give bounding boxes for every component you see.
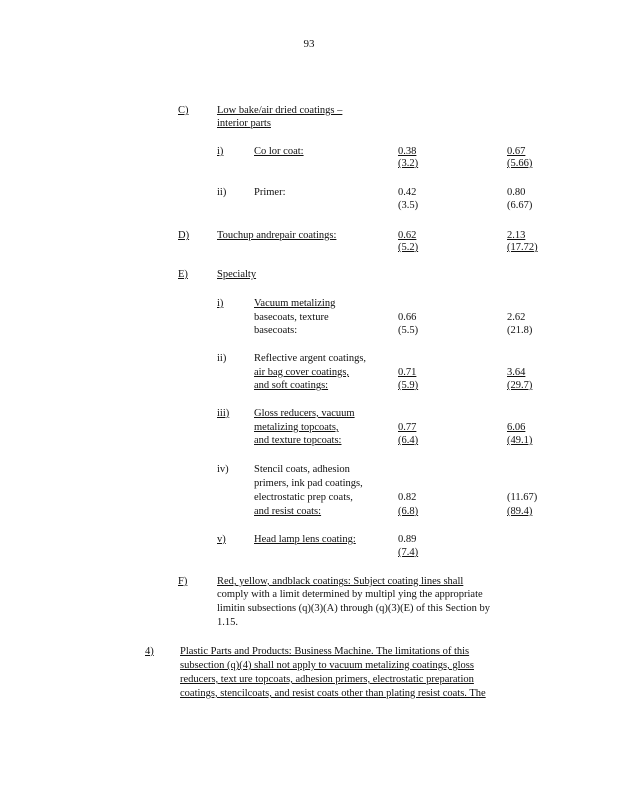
item-e-v-value-1-metric: (7.4) <box>398 547 419 558</box>
item-e-iv-line-1: Stencil coats, adhesion <box>254 464 350 475</box>
item-e-ii-line-3: and soft coatings: <box>254 380 329 391</box>
item-e-v-value-1: 0.89 <box>398 534 417 545</box>
section-e-title: Specialty <box>217 269 257 280</box>
section-c-title-line-1: Low bake/air dried coatings – <box>217 105 343 116</box>
item-e-iv-value-2: (11.67) <box>507 492 538 503</box>
item-c-ii-value-1-metric: (3.5) <box>398 200 419 211</box>
item-c-i-label: Co lor coat: <box>254 146 304 157</box>
item-c-i-value-1-metric: (3.2) <box>398 158 419 169</box>
item-e-ii-value-2-metric: (29.7) <box>507 380 533 391</box>
section-e-marker: E) <box>178 269 188 280</box>
section-f-line-1: Red, yellow, andblack coatings: Subject coating lines shall <box>217 576 464 587</box>
item-e-i-marker: i) <box>217 298 224 309</box>
item-e-iv-marker: iv) <box>217 464 229 475</box>
section-f-line-2: comply with a limit determined by multipl ying the appropriate <box>217 589 483 600</box>
item-e-iv-line-3: electrostatic prep coats, <box>254 492 353 503</box>
item-c-i-value-1: 0.38 <box>398 146 417 157</box>
item-e-ii-value-2: 3.64 <box>507 367 526 378</box>
item-e-iv-value-1-metric: (6.8) <box>398 506 419 517</box>
item-c-i-value-2-metric: (5.66) <box>507 158 533 169</box>
section-d-value-1: 0.62 <box>398 230 417 241</box>
item-e-ii-line-2: air bag cover coatings, <box>254 367 350 378</box>
section-4-line-2: subsection (q)(4) shall not apply to vacuum metalizing coatings, gloss <box>180 660 474 671</box>
item-e-ii-line-1: Reflective argent coatings, <box>254 353 367 364</box>
item-e-v-line-1: Head lamp lens coating: <box>254 534 356 545</box>
item-e-iii-marker: iii) <box>217 408 230 419</box>
item-e-i-line-1: Vacuum metalizing <box>254 298 336 309</box>
item-e-i-line-2: basecoats, texture <box>254 312 329 323</box>
item-c-ii-value-2-metric: (6.67) <box>507 200 533 211</box>
item-c-ii-label: Primer: <box>254 187 286 198</box>
section-c-marker: C) <box>178 105 189 116</box>
section-4-line-1: Plastic Parts and Products: Business Machine. The limitations of this <box>180 646 470 657</box>
item-e-v-marker: v) <box>217 534 226 545</box>
item-e-iii-line-3: and texture topcoats: <box>254 435 342 446</box>
item-e-i-value-1-metric: (5.5) <box>398 325 419 336</box>
item-e-ii-marker: ii) <box>217 353 227 364</box>
item-e-iii-line-1: Gloss reducers, vacuum <box>254 408 355 419</box>
item-c-ii-value-2: 0.80 <box>507 187 526 198</box>
item-e-ii-value-1-metric: (5.9) <box>398 380 419 391</box>
section-4-marker: 4) <box>145 646 154 657</box>
item-c-i-marker: i) <box>217 146 224 157</box>
item-e-i-value-2-metric: (21.8) <box>507 325 533 336</box>
item-e-iii-value-1: 0.77 <box>398 422 417 433</box>
section-d-label: Touchup andrepair coatings: <box>217 230 337 241</box>
item-e-iv-value-2-metric: (89.4) <box>507 506 533 517</box>
item-e-iii-value-2-metric: (49.1) <box>507 435 533 446</box>
section-d-value-1-metric: (5.2) <box>398 242 419 253</box>
item-c-ii-value-1: 0.42 <box>398 187 417 198</box>
section-4-line-3: reducers, text ure topcoats, adhesion primers, electrostatic preparation <box>180 674 474 685</box>
section-4-line-4: coatings, stencilcoats, and resist coats other than plating resist coats. The <box>180 688 486 699</box>
item-e-iii-value-2: 6.06 <box>507 422 526 433</box>
section-d-value-2-metric: (17.72) <box>507 242 538 253</box>
section-d-value-2: 2.13 <box>507 230 526 241</box>
item-e-iii-value-1-metric: (6.4) <box>398 435 419 446</box>
item-e-i-value-2: 2.62 <box>507 312 526 323</box>
section-c-title-line-2: interior parts <box>217 118 271 129</box>
section-d-marker: D) <box>178 230 190 241</box>
item-e-ii-value-1: 0.71 <box>398 367 417 378</box>
item-e-iv-line-2: primers, ink pad coatings, <box>254 478 363 489</box>
section-f-line-3: limitin subsections (q)(3)(A) through (q)(3)(E) of this Section by <box>217 603 490 614</box>
item-c-ii-marker: ii) <box>217 187 227 198</box>
item-e-iv-value-1: 0.82 <box>398 492 417 503</box>
item-c-i-value-2: 0.67 <box>507 146 526 157</box>
item-e-iii-line-2: metalizing topcoats, <box>254 422 339 433</box>
section-f-marker: F) <box>178 576 188 587</box>
item-e-iv-line-4: and resist coats: <box>254 506 322 517</box>
item-e-i-value-1: 0.66 <box>398 312 417 323</box>
page-number: 93 <box>303 38 315 50</box>
item-e-i-line-3: basecoats: <box>254 325 298 336</box>
section-f-line-4: 1.15. <box>217 617 238 628</box>
